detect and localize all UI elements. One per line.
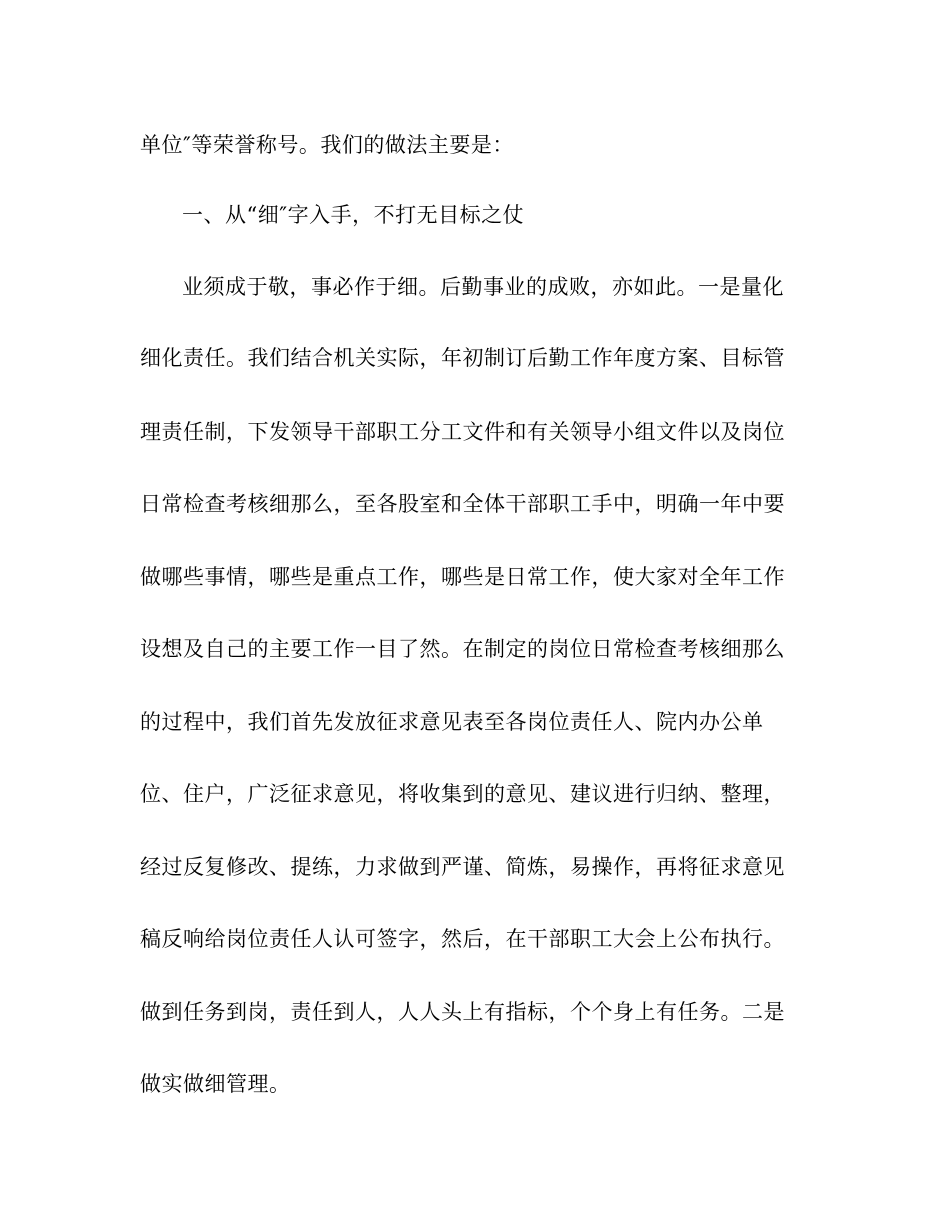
paragraph-line-3: 理责任制，下发领导干部职工分工文件和有关领导小组文件以及岗位 [140,420,785,444]
paragraph-line-7: 的过程中，我们首先发放征求意见表至各岗位责任人、院内办公单 [140,710,764,734]
paragraph-line-1: 业须成于敬，事必作于细。后勤事业的成败，亦如此。一是量化 [182,275,784,299]
paragraph-line-2: 细化责任。我们结合机关实际，年初制订后勤工作年度方案、目标管 [140,346,785,370]
paragraph-line-6: 设想及自己的主要工作一目了然。在制定的岗位日常检查考核细那么 [140,637,785,661]
text-line-1: 单位″等荣誉称号。我们的做法主要是： [140,133,514,157]
paragraph-line-9: 经过反复修改、提练，力求做到严谨、简炼，易操作，再将征求意见 [140,855,785,879]
section-heading: 一、从“细″字入手，不打无目标之仗 [182,203,525,227]
paragraph-line-11: 做到任务到岗，责任到人，人人头上有指标，个个身上有任务。二是 [140,1000,785,1024]
paragraph-line-12: 做实做细管理。 [140,1072,291,1096]
paragraph-line-5: 做哪些事情，哪些是重点工作，哪些是日常工作，使大家对全年工作 [140,565,785,589]
paragraph-line-8: 位、住户，广泛征求意见，将收集到的意见、建议进行归纳、整理， [140,782,785,806]
paragraph-line-10: 稿反响给岗位责任人认可签字，然后，在干部职工大会上公布执行。 [140,927,785,951]
paragraph-line-4: 日常检查考核细那么，至各股室和全体干部职工手中，明确一年中要 [140,492,785,516]
